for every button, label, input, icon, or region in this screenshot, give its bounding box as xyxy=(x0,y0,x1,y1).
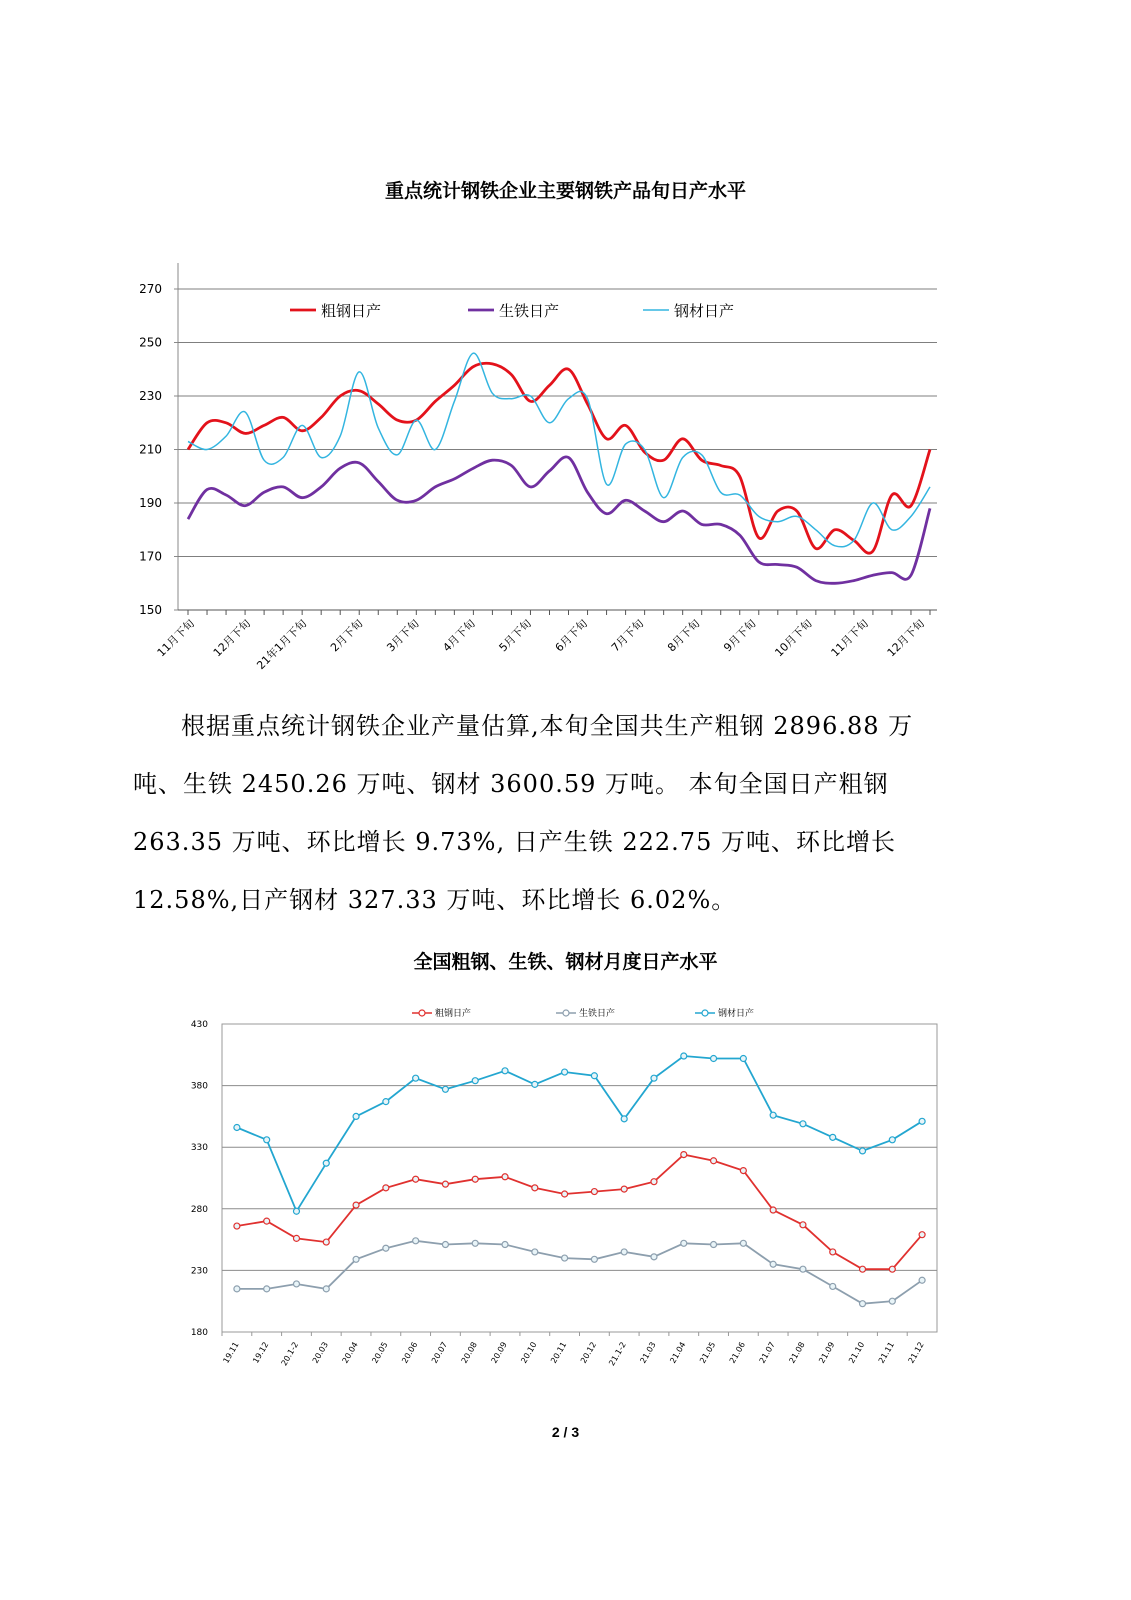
chart2-data-point xyxy=(651,1254,657,1260)
chart2-x-tick: 20.09 xyxy=(489,1340,509,1365)
summary-paragraph xyxy=(133,697,959,929)
chart2-data-point xyxy=(681,1240,687,1246)
chart2-data-point xyxy=(681,1152,687,1158)
chart1-x-tick: 11月下旬 xyxy=(154,616,198,660)
chart2-data-point xyxy=(621,1249,627,1255)
chart1-series-line xyxy=(188,363,930,553)
chart2-data-point xyxy=(383,1185,389,1191)
chart2-data-point xyxy=(711,1055,717,1061)
chart1-y-tick: 150 xyxy=(139,603,162,617)
chart2-data-point xyxy=(442,1181,448,1187)
chart2-y-tick: 280 xyxy=(190,1204,208,1215)
chart2-data-point xyxy=(264,1286,270,1292)
chart2-data-point xyxy=(293,1208,299,1214)
chart2-x-tick: 20.05 xyxy=(370,1340,390,1365)
chart2-x-tick: 20.07 xyxy=(429,1340,450,1365)
chart2-data-point xyxy=(353,1113,359,1119)
chart2-x-tick: 21.06 xyxy=(727,1340,748,1365)
chart2-x-tick: 21.03 xyxy=(638,1340,658,1365)
chart2-data-point xyxy=(740,1168,746,1174)
chart2-data-point xyxy=(323,1239,329,1245)
chart1-y-tick: 230 xyxy=(139,389,162,403)
chart1-x-tick: 21年1月下旬 xyxy=(254,616,310,673)
chart2-data-point xyxy=(591,1073,597,1079)
chart2-data-point xyxy=(442,1242,448,1248)
chart2-data-point xyxy=(442,1086,448,1092)
chart2-series-line xyxy=(237,1056,922,1211)
chart2-y-tick: 230 xyxy=(190,1266,208,1277)
chart2-data-point xyxy=(800,1222,806,1228)
chart2-data-point xyxy=(502,1242,508,1248)
chart2-data-point xyxy=(591,1189,597,1195)
chart2-x-tick: 21.10 xyxy=(847,1340,867,1365)
chart1-legend-label: 粗钢日产 xyxy=(321,302,382,320)
chart2-data-point xyxy=(293,1281,299,1287)
chart1-x-tick: 12月下旬 xyxy=(884,616,928,660)
chart1-x-tick: 8月下旬 xyxy=(665,616,703,655)
chart2-x-tick: 21.08 xyxy=(787,1340,807,1365)
chart2-data-point xyxy=(860,1301,866,1307)
chart1-x-tick: 2月下旬 xyxy=(328,616,366,655)
chart1-x-tick: 6月下旬 xyxy=(552,616,591,655)
chart2-data-point xyxy=(651,1075,657,1081)
chart2-x-tick: 21.05 xyxy=(698,1340,718,1365)
chart2-x-tick: 20.10 xyxy=(519,1340,539,1365)
chart2-data-point xyxy=(889,1266,895,1272)
chart2-x-tick: 21.12 xyxy=(906,1340,926,1365)
chart2-data-point xyxy=(562,1255,568,1261)
chart2-data-point xyxy=(860,1266,866,1272)
chart2-x-tick: 21.07 xyxy=(757,1340,777,1365)
chart2-data-point xyxy=(770,1112,776,1118)
chart2-data-point xyxy=(532,1249,538,1255)
chart2-data-point xyxy=(264,1218,270,1224)
chart2-data-point xyxy=(383,1099,389,1105)
chart1-title: 重点统计钢铁企业主要钢铁产品旬日产水平 xyxy=(384,180,746,202)
chart2-data-point xyxy=(413,1075,419,1081)
chart2-legend-marker xyxy=(702,1010,708,1016)
page-number: 2 / 3 xyxy=(551,1424,580,1440)
chart2-data-point xyxy=(919,1232,925,1238)
chart2-data-point xyxy=(323,1286,329,1292)
chart2-data-point xyxy=(621,1116,627,1122)
chart2-legend-label: 生铁日产 xyxy=(579,1009,616,1019)
chart2-x-tick: 21.09 xyxy=(817,1340,837,1365)
chart2-data-point xyxy=(740,1240,746,1246)
chart2-data-point xyxy=(591,1256,597,1262)
chart1-x-tick: 4月下旬 xyxy=(440,616,478,655)
chart2-data-point xyxy=(800,1266,806,1272)
chart2-data-point xyxy=(830,1249,836,1255)
chart2-data-point xyxy=(681,1053,687,1059)
chart1-x-tick: 9月下旬 xyxy=(721,616,759,655)
chart2-data-point xyxy=(413,1238,419,1244)
chart2-x-tick: 20.1-2 xyxy=(279,1340,301,1368)
chart2-x-tick: 21.11 xyxy=(876,1340,897,1365)
chart2-data-point xyxy=(621,1186,627,1192)
chart2-data-point xyxy=(740,1055,746,1061)
chart2-data-point xyxy=(860,1148,866,1154)
chart2-data-point xyxy=(472,1176,478,1182)
chart2-legend-label: 粗钢日产 xyxy=(435,1009,472,1019)
chart1-y-tick: 190 xyxy=(139,496,162,510)
chart2-data-point xyxy=(919,1118,925,1124)
chart2-x-tick: 20.06 xyxy=(400,1340,420,1365)
chart2-data-point xyxy=(413,1176,419,1182)
chart2-data-point xyxy=(770,1261,776,1267)
chart2-x-tick: 20.12 xyxy=(578,1340,599,1365)
chart2-data-point xyxy=(532,1081,538,1087)
chart2-data-point xyxy=(502,1068,508,1074)
chart1-y-tick: 170 xyxy=(139,549,162,564)
chart2-data-point xyxy=(502,1174,508,1180)
chart2-legend-label: 钢材日产 xyxy=(718,1009,755,1019)
chart2-data-point xyxy=(532,1185,538,1191)
chart2-y-tick: 430 xyxy=(190,1020,208,1030)
chart1-legend-label: 钢材日产 xyxy=(674,302,735,320)
chart2-data-point xyxy=(234,1286,240,1292)
chart2-data-point xyxy=(651,1179,657,1185)
chart1-y-tick: 270 xyxy=(139,282,162,296)
chart2-data-point xyxy=(234,1223,240,1229)
chart1-series-line xyxy=(188,457,930,583)
chart1-x-tick: 7月下旬 xyxy=(608,616,647,655)
chart2-data-point xyxy=(323,1160,329,1166)
chart1-y-tick: 210 xyxy=(139,442,162,457)
chart2-data-point xyxy=(234,1124,240,1130)
chart2-data-point xyxy=(770,1207,776,1213)
chart2-data-point xyxy=(293,1235,299,1241)
chart2-x-tick: 20.03 xyxy=(310,1340,331,1365)
chart1 xyxy=(0,255,1131,685)
chart1-x-tick: 11月下旬 xyxy=(828,616,871,660)
chart2-x-tick: 20.04 xyxy=(340,1340,360,1365)
chart2-y-tick: 380 xyxy=(190,1081,208,1092)
chart1-x-tick: 10月下旬 xyxy=(772,616,815,660)
chart2-x-tick: 19.12 xyxy=(251,1340,271,1365)
chart2 xyxy=(0,995,1131,1375)
chart2-data-point xyxy=(353,1256,359,1262)
chart2-data-point xyxy=(889,1298,895,1304)
chart2-series-line xyxy=(237,1241,922,1304)
chart2-y-tick: 180 xyxy=(190,1328,208,1338)
chart2-data-point xyxy=(353,1202,359,1208)
chart2-data-point xyxy=(711,1242,717,1248)
chart1-legend-label: 生铁日产 xyxy=(499,302,560,320)
chart2-x-tick: 21.04 xyxy=(668,1340,688,1365)
chart1-x-tick: 12月下旬 xyxy=(210,616,254,660)
chart2-x-tick: 20.08 xyxy=(459,1340,479,1365)
chart2-data-point xyxy=(472,1078,478,1084)
chart2-data-point xyxy=(889,1137,895,1143)
chart2-data-point xyxy=(800,1121,806,1127)
chart2-data-point xyxy=(562,1191,568,1197)
chart2-x-tick: 21.1-2 xyxy=(607,1340,628,1368)
chart2-x-tick: 20.11 xyxy=(549,1340,569,1365)
chart1-y-tick: 250 xyxy=(139,335,162,350)
chart2-data-point xyxy=(562,1069,568,1075)
chart2-legend-marker xyxy=(419,1010,425,1016)
chart2-x-tick: 19.11 xyxy=(221,1340,241,1365)
chart2-data-point xyxy=(711,1158,717,1164)
chart2-title: 全国粗钢、生铁、钢材月度日产水平 xyxy=(413,951,718,973)
chart2-data-point xyxy=(472,1240,478,1246)
summary-text: 根据重点统计钢铁企业产量估算,本旬全国共生产粗钢 2896.88 万吨、生铁 2450.26 万吨、钢材 3600.59 万吨。 本旬全国日产粗钢 263.35 万吨、环比增长 9.73%, 日产生铁 222.75 万吨、环比增长 12.58%,日产钢材 327.33 万吨、环比增长 6.02%。 xyxy=(133,712,914,914)
chart2-series-line xyxy=(237,1155,922,1270)
chart1-x-tick: 5月下旬 xyxy=(496,616,535,655)
chart2-data-point xyxy=(383,1245,389,1251)
chart2-data-point xyxy=(264,1137,270,1143)
chart2-y-tick: 330 xyxy=(190,1143,208,1154)
chart2-legend-marker xyxy=(563,1010,569,1016)
chart1-x-tick: 3月下旬 xyxy=(384,616,422,655)
chart2-data-point xyxy=(919,1277,925,1283)
chart2-data-point xyxy=(830,1134,836,1140)
chart2-data-point xyxy=(830,1283,836,1289)
